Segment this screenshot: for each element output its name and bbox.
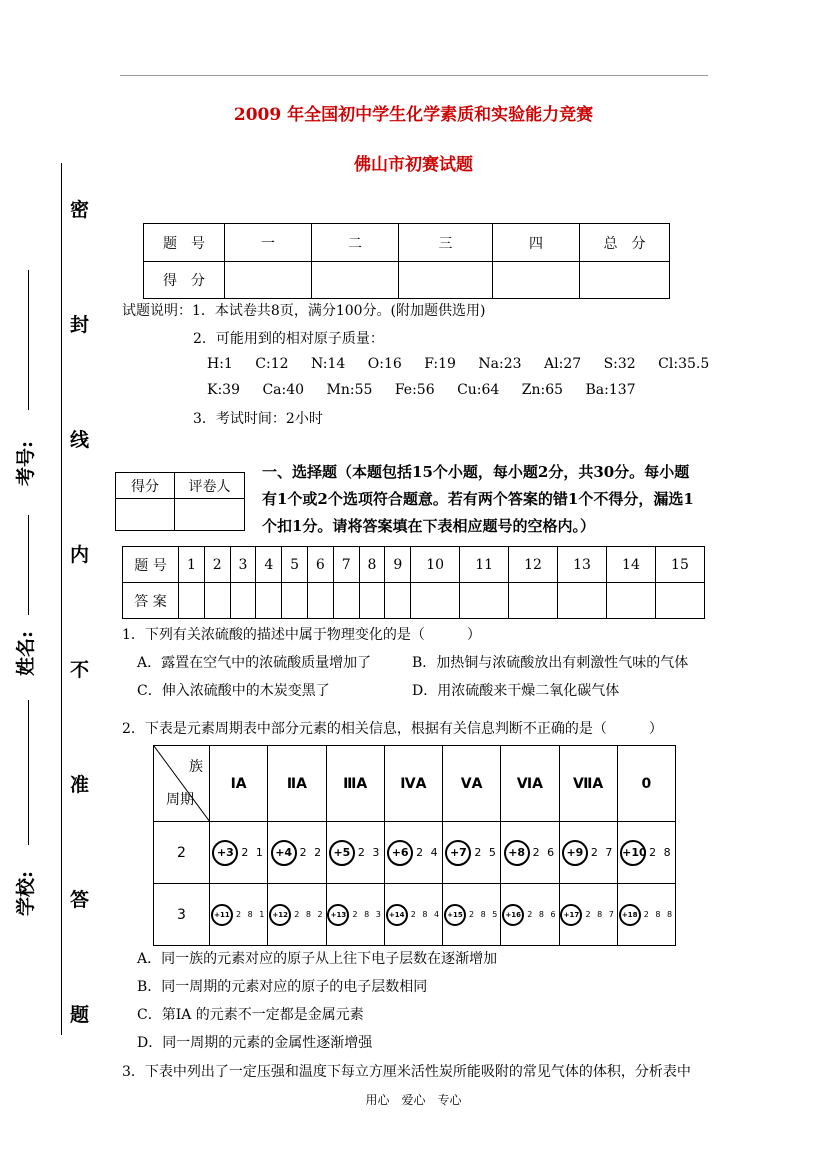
group-header: ⅡA [268, 746, 326, 822]
mass: Cu:64 [457, 382, 500, 398]
mass: C:12 [255, 356, 289, 372]
atom-cell [326, 822, 384, 884]
score-header: 三 [399, 224, 493, 262]
electron-shells: 2 8 7 [585, 910, 616, 919]
answer-number: 7 [333, 547, 359, 583]
answer-number: 9 [385, 547, 411, 583]
exam-subtitle: 佛山市初赛试题 [354, 155, 473, 175]
periodic-table [153, 745, 676, 946]
nucleus: +14 [386, 904, 408, 926]
answer-cell[interactable] [655, 583, 704, 619]
atom-structure-diagram [327, 904, 382, 926]
answer-number: 5 [282, 547, 308, 583]
score-header: 一 [225, 224, 312, 262]
atom-cell [210, 884, 268, 946]
atom-cell [210, 822, 268, 884]
nucleus: +15 [444, 904, 466, 926]
corner-cell [154, 746, 210, 822]
atom-structure-diagram [445, 840, 498, 866]
nucleus: +18 [619, 904, 641, 926]
atom-cell [384, 884, 442, 946]
electron-shells: 2 8 8 [643, 910, 675, 919]
seal-char: 密 [70, 199, 90, 221]
answer-row-label: 答 案 [123, 583, 179, 619]
corner-group-label: 族 [189, 759, 203, 775]
grader-label: 评卷人 [175, 473, 245, 499]
atom-cell [559, 884, 617, 946]
q1-stem: 1．下列有关浓硫酸的描述中属于物理变化的是（ ） [122, 627, 481, 643]
instruction-line: 2．可能用到的相对原子质量： [193, 331, 384, 347]
binding-line [61, 163, 62, 1035]
answer-cell[interactable] [307, 583, 333, 619]
atom-cell [501, 884, 559, 946]
answer-number: 8 [359, 547, 385, 583]
atom-cell [268, 884, 326, 946]
electron-shells: 2 8 6 [527, 910, 558, 919]
q1-option-a: A．露置在空气中的浓硫酸质量增加了 [137, 655, 372, 671]
seal-char: 封 [70, 314, 90, 336]
score-cell[interactable] [225, 262, 312, 299]
answer-cell[interactable] [359, 583, 385, 619]
q2-option-d: D．同一周期的元素的金属性逐渐增强 [137, 1035, 373, 1051]
electron-shells: 2 6 [532, 846, 557, 859]
answer-number: 14 [606, 547, 655, 583]
answer-cell[interactable] [558, 583, 607, 619]
q1-option-c: C．伸入浓硫酸中的木炭变黑了 [137, 683, 330, 699]
mass: O:16 [367, 356, 402, 372]
corner-period-label: 周期 [166, 792, 194, 808]
nucleus: +12 [269, 904, 291, 926]
atom-cell [384, 822, 442, 884]
nucleus: +4 [271, 840, 297, 866]
answer-number: 15 [655, 547, 704, 583]
answer-number: 11 [460, 547, 509, 583]
answer-number: 4 [256, 547, 282, 583]
exam-title: 2009 年全国初中学生化学素质和实验能力竞赛 [233, 105, 594, 125]
nucleus: +17 [560, 904, 582, 926]
mass: Ba:137 [585, 382, 636, 398]
answer-number: 13 [558, 547, 607, 583]
atom-structure-diagram [329, 840, 382, 866]
score-header: 二 [312, 224, 399, 262]
electron-shells: 2 7 [590, 846, 615, 859]
mass: Al:27 [544, 356, 582, 372]
seal-char: 线 [70, 429, 90, 451]
atom-cell [617, 822, 675, 884]
nucleus: +16 [502, 904, 524, 926]
nucleus: +5 [329, 840, 355, 866]
answer-cell[interactable] [385, 583, 411, 619]
atom-cell [501, 822, 559, 884]
grader-score-cell[interactable] [116, 499, 175, 531]
section1-line: 个扣1分。请将答案填在下表相应题号的空格内。） [262, 517, 595, 535]
seal-char: 答 [70, 889, 90, 911]
q2-option-b: B．同一周期的元素对应的原子的电子层数相同 [137, 979, 428, 995]
group-header: ⅣA [384, 746, 442, 822]
answer-cell[interactable] [282, 583, 308, 619]
atom-cell [617, 884, 675, 946]
mass: K:39 [207, 382, 240, 398]
grader-score-label: 得分 [116, 473, 175, 499]
answer-cell[interactable] [333, 583, 359, 619]
nucleus: +10 [620, 840, 646, 866]
mass: N:14 [311, 356, 346, 372]
electron-shells: 2 8 3 [352, 910, 383, 919]
mass: Fe:56 [394, 382, 435, 398]
answer-number: 6 [307, 547, 333, 583]
group-header: ⅠA [210, 746, 268, 822]
atom-cell [326, 884, 384, 946]
score-header: 题 号 [144, 224, 225, 262]
score-header: 四 [493, 224, 580, 262]
electron-shells: 2 1 [241, 846, 265, 859]
name-label: 姓名: [15, 630, 38, 677]
group-header: ⅤA [443, 746, 501, 822]
answer-cell[interactable] [179, 583, 205, 619]
atom-cell [443, 822, 501, 884]
atom-structure-diagram [269, 904, 324, 926]
instruction-line: 试题说明：1．本试卷共8页，满分100分。(附加题供选用) [122, 303, 486, 319]
group-header: 0 [617, 746, 675, 822]
exam-no-line[interactable] [28, 270, 29, 410]
top-rule [120, 75, 708, 76]
atom-structure-diagram [444, 904, 499, 926]
nucleus: +11 [211, 904, 233, 926]
atom-structure-diagram [212, 840, 265, 866]
page-footer: 用心 爱心 专心 [365, 1093, 462, 1107]
q2-stem: 2．下表是元素周期表中部分元素的相关信息，根据有关信息判断不正确的是（ ） [122, 721, 663, 737]
answer-cell[interactable] [411, 583, 460, 619]
mass: Mn:55 [326, 382, 373, 398]
mass: S:32 [603, 356, 636, 372]
seal-char: 不 [70, 659, 90, 681]
answer-number: 1 [179, 547, 205, 583]
nucleus: +13 [327, 904, 349, 926]
seal-char: 题 [70, 1004, 90, 1026]
q2-option-c: C．第IA 的元素不一定都是金属元素 [137, 1007, 364, 1023]
answer-table [122, 546, 705, 619]
answer-number: 12 [509, 547, 558, 583]
section1-line: 一、选择题（本题包括15个小题，每小题2分，共30分。每小题 [262, 463, 690, 481]
instruction-line: 3．考试时间：2小时 [193, 411, 323, 427]
q3-stem: 3．下表中列出了一定压强和温度下每立方厘米活性炭所能吸附的常见气体的体积，分析表中 [122, 1064, 691, 1080]
section1-line: 有1个或2个选项符合题意。若有两个答案的错1个不得分，漏选1 [262, 490, 694, 508]
electron-shells: 2 8 [649, 846, 673, 859]
atom-structure-diagram [271, 840, 324, 866]
electron-shells: 2 8 4 [410, 910, 442, 919]
mass: Cl:35.5 [658, 356, 710, 372]
mass: F:19 [424, 356, 456, 372]
school-label: 学校: [15, 870, 38, 917]
mass: Zn:65 [521, 382, 564, 398]
electron-shells: 2 3 [357, 846, 382, 859]
nucleus: +8 [504, 840, 530, 866]
name-line[interactable] [28, 515, 29, 615]
answer-cell[interactable] [606, 583, 655, 619]
score-row-label: 得 分 [144, 262, 225, 299]
q1-option-b: B．加热铜与浓硫酸放出有刺激性气味的气体 [412, 655, 689, 671]
nucleus: +6 [387, 840, 413, 866]
atom-structure-diagram [504, 840, 557, 866]
electron-shells: 2 5 [474, 846, 498, 859]
seal-char: 内 [70, 544, 90, 566]
atom-structure-diagram [387, 840, 440, 866]
answer-cell[interactable] [509, 583, 558, 619]
answer-cell[interactable] [256, 583, 282, 619]
atom-structure-diagram [560, 904, 615, 926]
atom-cell [268, 822, 326, 884]
atomic-masses-row1 [207, 356, 709, 372]
electron-shells: 2 4 [416, 846, 440, 859]
atom-cell [559, 822, 617, 884]
q1-option-d: D．用浓硫酸来干燥二氧化碳气体 [412, 683, 620, 699]
period-label: 2 [154, 822, 210, 884]
score-cell[interactable] [580, 262, 670, 299]
score-cell[interactable] [493, 262, 580, 299]
q2-option-a: A．同一族的元素对应的原子从上往下电子层数在逐渐增加 [137, 951, 498, 967]
atom-structure-diagram [620, 840, 673, 866]
exam-no-label: 考号: [15, 440, 38, 487]
mass: Na:23 [478, 356, 522, 372]
atomic-masses-row2 [207, 382, 636, 398]
score-header: 总 分 [580, 224, 670, 262]
answer-cell[interactable] [460, 583, 509, 619]
grader-box [115, 472, 245, 531]
period-label: 3 [154, 884, 210, 946]
score-table [143, 223, 670, 299]
electron-shells: 2 8 5 [468, 910, 500, 919]
atom-structure-diagram [619, 904, 674, 926]
answer-number: 10 [411, 547, 460, 583]
seal-char: 准 [70, 774, 90, 796]
atom-structure-diagram [562, 840, 615, 866]
atom-structure-diagram [386, 904, 441, 926]
group-header: ⅢA [326, 746, 384, 822]
group-header: ⅥA [501, 746, 559, 822]
atom-structure-diagram [502, 904, 557, 926]
atom-structure-diagram [211, 904, 266, 926]
nucleus: +9 [562, 840, 588, 866]
score-cell[interactable] [399, 262, 493, 299]
mass: H:1 [207, 356, 233, 372]
electron-shells: 2 2 [299, 846, 324, 859]
answer-cell[interactable] [204, 583, 230, 619]
answer-cell[interactable] [230, 583, 256, 619]
grader-name-cell[interactable] [175, 499, 245, 531]
answer-number: 2 [204, 547, 230, 583]
mass: Ca:40 [262, 382, 305, 398]
school-line[interactable] [28, 700, 29, 845]
group-header: ⅦA [559, 746, 617, 822]
nucleus: +3 [212, 840, 238, 866]
nucleus: +7 [445, 840, 471, 866]
electron-shells: 2 8 2 [294, 910, 325, 919]
score-cell[interactable] [312, 262, 399, 299]
atom-cell [443, 884, 501, 946]
electron-shells: 2 8 1 [235, 910, 267, 919]
answer-number: 3 [230, 547, 256, 583]
answer-header-label: 题 号 [123, 547, 179, 583]
